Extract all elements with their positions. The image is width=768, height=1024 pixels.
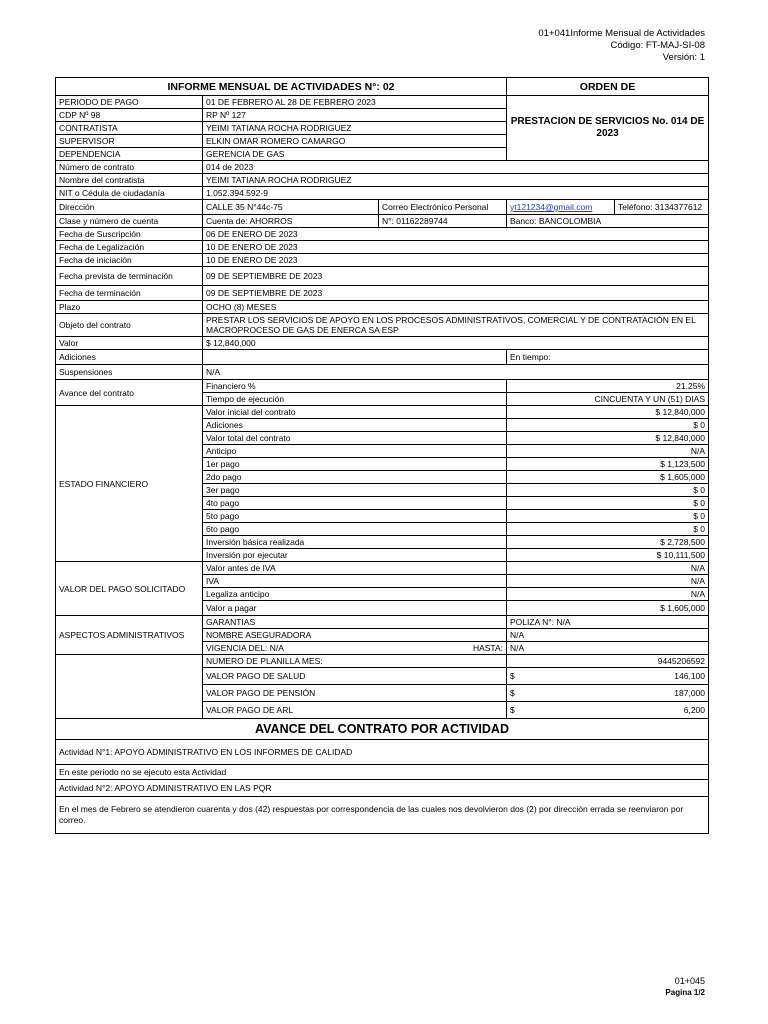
table-row-label: Valor a pagar	[203, 601, 507, 616]
table-row-value: N/A	[507, 575, 709, 588]
table-row-label: Adiciones	[203, 419, 507, 432]
currency-symbol: $	[510, 671, 515, 681]
table-row-label: 4to pago	[203, 497, 507, 510]
pension-value: 187,000	[674, 688, 706, 698]
plazo-label: Plazo	[56, 301, 203, 314]
salud-value-cell	[507, 668, 709, 685]
contratista-value: YEIMI TATIANA ROCHA RODRIGUEZ	[203, 122, 507, 135]
table-row-label: Valor inicial del contrato	[203, 406, 507, 419]
orden-label: ORDEN DE	[507, 78, 709, 96]
cuenta-numero: N°: 01162289744	[379, 215, 507, 228]
table-row-value: $ 1,605,000	[507, 601, 709, 616]
periodo-label: PERIODO DE PAGO	[56, 96, 203, 109]
hasta-label: HASTA:	[472, 643, 504, 653]
numero-contrato-value: 014 de 2023	[203, 161, 709, 174]
tiempo-value: CINCUENTA Y UN (51) DIAS	[507, 393, 709, 406]
pension-label: VALOR PAGO DE PENSIÓN	[203, 685, 507, 702]
aseguradora-value: N/A	[507, 629, 709, 642]
banco-value: Banco: BANCOLOMBIA	[507, 215, 709, 228]
direccion-value: CALLE 35 N°44c-75	[203, 200, 379, 215]
table-row-value: N/A	[507, 562, 709, 575]
financiero-label: Financiero %	[203, 380, 507, 393]
dependencia-value: GERENCIA DE GAS	[203, 148, 507, 161]
suscripcion-label: Fecha de Suscripción	[56, 228, 203, 241]
periodo-value: 01 DE FEBRERO AL 28 DE FEBRERO 2023	[203, 96, 507, 109]
planilla-blank	[56, 655, 203, 719]
pension-value-cell	[507, 685, 709, 702]
table-row-value: $ 0	[507, 484, 709, 497]
arl-label: VALOR PAGO DE ARL	[203, 702, 507, 719]
terminacion-label: Fecha de terminación	[56, 286, 203, 301]
email-link[interactable]: yt121234@gmail.com	[507, 200, 615, 215]
direccion-label: Dirección	[56, 200, 203, 215]
prevista-label: Fecha prevista de terminación	[56, 267, 203, 286]
cuenta-value: Cuenta de: AHORROS	[203, 215, 379, 228]
suspensiones-label: Suspensiones	[56, 365, 203, 380]
table-row-value: $ 0	[507, 510, 709, 523]
table-row-label: 5to pago	[203, 510, 507, 523]
prevista-value: 09 DE SEPTIEMBRE DE 2023	[203, 267, 709, 286]
poliza-value: POLIZA N°: N/A	[507, 616, 709, 629]
table-row-label: Valor total del contrato	[203, 432, 507, 445]
table-row-label: Inversión básica realizada	[203, 536, 507, 549]
supervisor-value: ELKIN OMAR ROMERO CAMARGO	[203, 135, 507, 148]
table-row-label: Anticipo	[203, 445, 507, 458]
terminacion-value: 09 DE SEPTIEMBRE DE 2023	[203, 286, 709, 301]
table-row-value: $ 10,111,500	[507, 549, 709, 562]
dependencia-label: DEPENDENCIA	[56, 148, 203, 161]
plazo-value: OCHO (8) MESES	[203, 301, 709, 314]
valor-pago-label: VALOR DEL PAGO SOLICITADO	[56, 562, 203, 616]
telefono-value: Teléfono: 3134377612	[615, 200, 709, 215]
nombre-contratista-label: Nombre del contratista	[56, 174, 203, 187]
table-row-value: $ 0	[507, 523, 709, 536]
financiero-value: 21.25%	[507, 380, 709, 393]
table-row-value: $ 0	[507, 419, 709, 432]
actividad-1-description: En este periodo no se ejecuto esta Actividad	[56, 765, 709, 780]
tiempo-label: Tiempo de ejecución	[203, 393, 507, 406]
report-table	[55, 77, 709, 834]
en-tiempo-label: En tiempo:	[507, 350, 709, 365]
nit-value: 1.052.394.592-9	[203, 187, 709, 200]
table-row-label: 6to pago	[203, 523, 507, 536]
header-code: Código: FT-MAJ-SI-08	[610, 40, 705, 51]
actividad-2-description: En el mes de Febrero se atendieron cuarenta y dos (42) respuestas por correspondencia de las cuales nos devolvieron dos (2) por dirección errada se reenviaron por correo.	[56, 797, 709, 834]
report-title: INFORME MENSUAL DE ACTIVIDADES N°: 02	[56, 78, 507, 96]
vigencia-cell	[203, 642, 507, 655]
rp-value: RP Nº 127	[203, 109, 507, 122]
table-row-label: IVA	[203, 575, 507, 588]
hasta-value: N/A	[507, 642, 709, 655]
footer-code: 01+045	[674, 976, 705, 986]
contratista-label: CONTRATISTA	[56, 122, 203, 135]
table-row-value: $ 2,728,500	[507, 536, 709, 549]
suspensiones-value: N/A	[203, 365, 709, 380]
aseguradora-label: NOMBRE ASEGURADORA	[203, 629, 507, 642]
avance-label: Avance del contrato	[56, 380, 203, 406]
cuenta-label: Clase y número de cuenta	[56, 215, 203, 228]
table-row-label: 3er pago	[203, 484, 507, 497]
table-row-value: $ 12,840,000	[507, 406, 709, 419]
avance-title: AVANCE DEL CONTRATO POR ACTIVIDAD	[56, 719, 709, 740]
table-row-value: N/A	[507, 588, 709, 601]
arl-value: 6,200	[683, 705, 706, 715]
actividad-2-title: Actividad N°2: APOYO ADMINISTRATIVO EN LAS PQR	[56, 780, 709, 797]
salud-value: 146,100	[674, 671, 706, 681]
currency-symbol: $	[510, 688, 515, 698]
valor-value: $ 12,840,000	[203, 337, 709, 350]
suscripcion-value: 06 DE ENERO DE 2023	[203, 228, 709, 241]
planilla-numero-label: NUMERO DE PLANILLA MES:	[203, 655, 507, 668]
objeto-value: PRESTAR LOS SERVICIOS DE APOYO EN LOS PROCESOS ADMINISTRATIVOS, COMERCIAL Y DE CONTRATACIÓN EN EL MACROPROCESO DE GAS DE ENERCA SA ESP	[203, 314, 709, 337]
table-row-label: Valor antes de IVA	[203, 562, 507, 575]
currency-symbol: $	[510, 705, 515, 715]
table-row-value: $ 1,605,000	[507, 471, 709, 484]
adiciones-value	[203, 350, 507, 365]
garantias-label: GARANTIAS	[203, 616, 507, 629]
nombre-contratista-value: YEIMI TATIANA ROCHA RODRIGUEZ	[203, 174, 709, 187]
actividad-1-title: Actividad N°1: APOYO ADMINISTRATIVO EN LOS INFORMES DE CALIDAD	[56, 740, 709, 765]
aspectos-label: ASPECTOS ADMINISTRATIVOS	[56, 616, 203, 655]
prestacion-label: PRESTACION DE SERVICIOS No. 014 DE 2023	[507, 96, 709, 161]
estado-financiero-label: ESTADO FINANCIERO	[56, 406, 203, 562]
vigencia-label: VIGENCIA DEL: N/A	[206, 643, 284, 653]
footer-page: Pagina 1/2	[665, 988, 705, 997]
table-row-value: $ 12,840,000	[507, 432, 709, 445]
header-title: 01+041Informe Mensual de Actividades	[538, 28, 705, 39]
header-version: Versión: 1	[662, 52, 705, 63]
cdp-label: CDP Nº 98	[56, 109, 203, 122]
legalizacion-value: 10 DE ENERO DE 2023	[203, 241, 709, 254]
correo-label: Correo Electrónico Personal	[379, 200, 507, 215]
iniciacion-value: 10 DE ENERO DE 2023	[203, 254, 709, 267]
planilla-numero-value: 9445206592	[507, 655, 709, 668]
table-row-value: $ 0	[507, 497, 709, 510]
table-row-label: 1er pago	[203, 458, 507, 471]
nit-label: NIT o Cédula de ciudadanía	[56, 187, 203, 200]
salud-label: VALOR PAGO DE SALUD	[203, 668, 507, 685]
table-row-label: Legaliza anticipo	[203, 588, 507, 601]
table-row-label: Inversión por ejecutar	[203, 549, 507, 562]
valor-label: Valor	[56, 337, 203, 350]
adiciones-label: Adiciones	[56, 350, 203, 365]
supervisor-label: SUPERVISOR	[56, 135, 203, 148]
arl-value-cell	[507, 702, 709, 719]
table-row-label: 2do pago	[203, 471, 507, 484]
iniciacion-label: Fecha de iniciación	[56, 254, 203, 267]
legalizacion-label: Fecha de Legalización	[56, 241, 203, 254]
document-footer	[665, 976, 705, 998]
objeto-label: Objeto del contrato	[56, 314, 203, 337]
numero-contrato-label: Número de contrato	[56, 161, 203, 174]
document-header	[538, 28, 705, 64]
table-row-value: $ 1,123,500	[507, 458, 709, 471]
table-row-value: N/A	[507, 445, 709, 458]
